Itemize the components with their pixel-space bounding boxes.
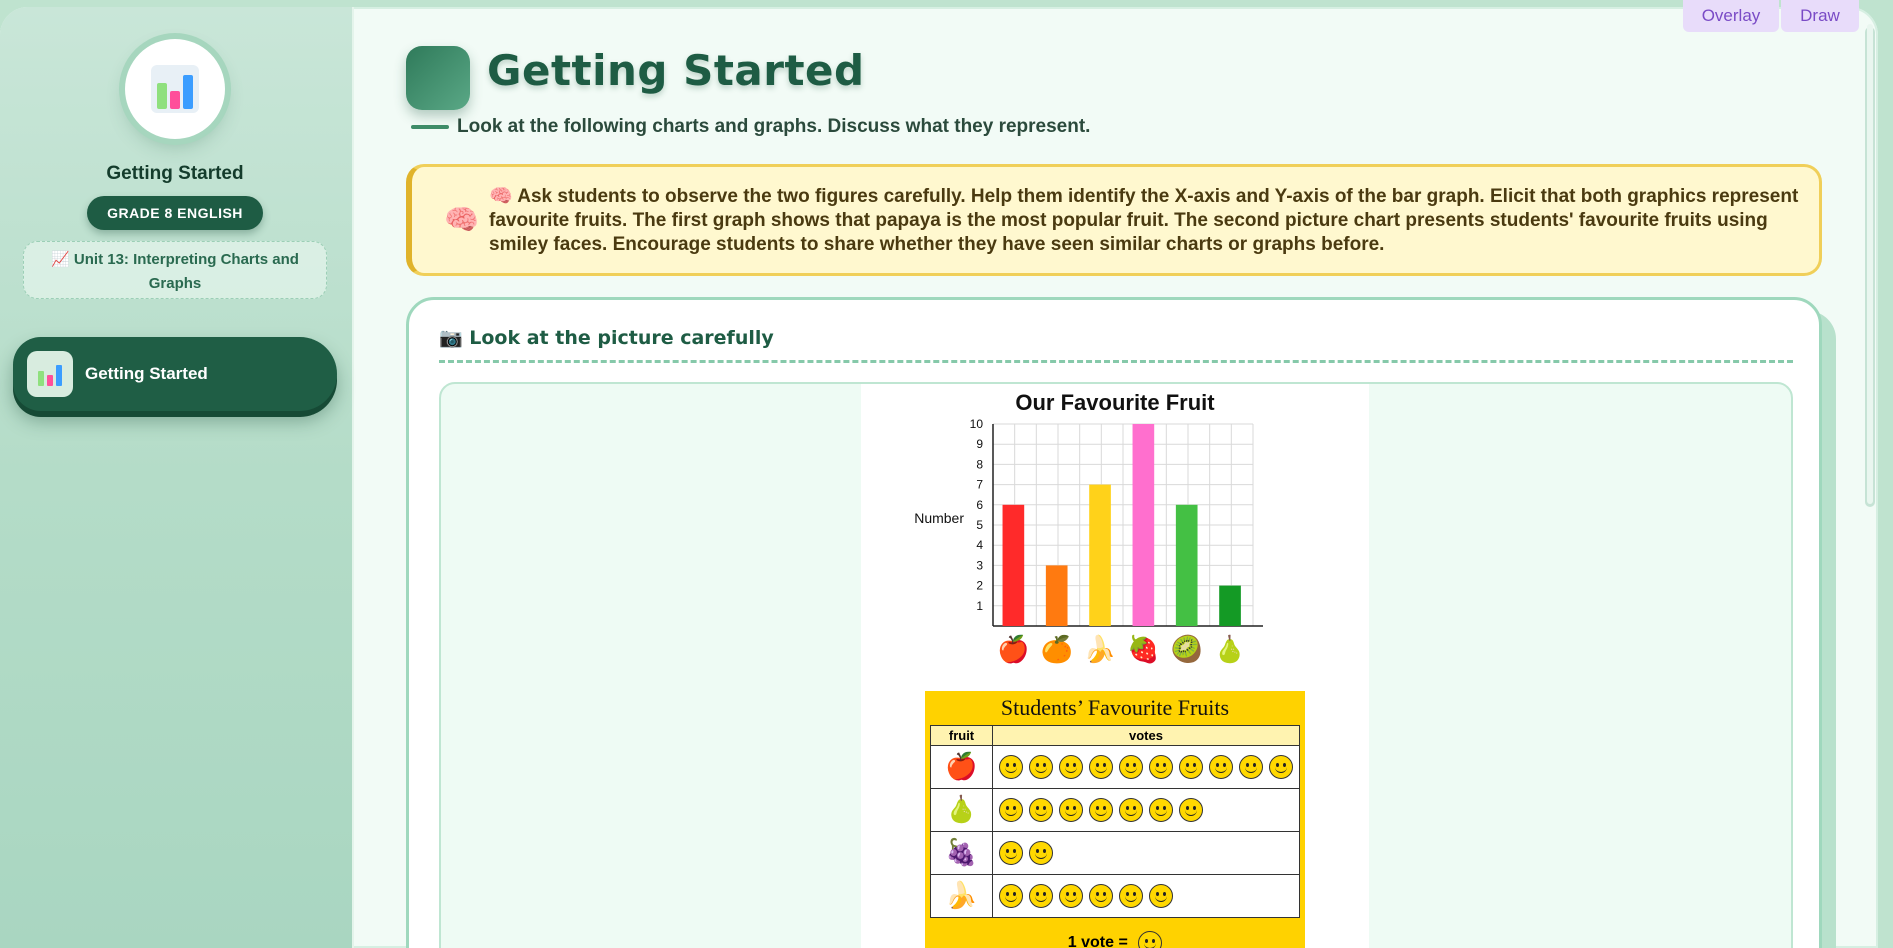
sidebar-item-getting-started[interactable] — [13, 337, 337, 411]
smiley-icon — [1119, 798, 1143, 822]
teacher-note-text — [489, 185, 1809, 257]
vote-key — [925, 931, 1305, 948]
bar-chart — [861, 384, 1369, 684]
smiley-icon — [999, 798, 1023, 822]
y-tick-label: 6 — [976, 497, 983, 512]
smiley-icon — [1179, 798, 1203, 822]
pictograph-title: Students’ Favourite Fruits — [1000, 695, 1230, 720]
votes-cell — [993, 789, 1300, 832]
column-header-votes: votes — [993, 726, 1300, 746]
smiley-icon — [1119, 755, 1143, 779]
smiley-icon — [1119, 884, 1143, 908]
smiley-icon — [999, 884, 1023, 908]
page-icon-badge — [406, 46, 470, 110]
smiley-icon — [1089, 884, 1113, 908]
x-tick-fruit-icon: 🍊 — [1040, 635, 1073, 665]
bar-chart-icon — [27, 351, 73, 397]
unit-label: 📈 Unit 13: Interpreting Charts and Graphs — [23, 241, 327, 299]
fruit-cell: 🍐 — [931, 789, 993, 832]
bar-chart-icon — [147, 61, 203, 117]
y-tick-label: 4 — [976, 538, 983, 553]
draw-button[interactable]: Draw — [1781, 0, 1859, 32]
smiley-icon — [1089, 798, 1113, 822]
teacher-note-body: Ask students to observe the two figures carefully. Help them identify the X-axis and Y-axis of the bar graph. Elicit that both graphics represent favourite fruits. The first graph shows that papaya is the most popular fruit. The second picture chart presents students' favourite fruits using smiley faces. Encourage students to share whether they have seen similar charts or graphs before. — [489, 186, 1799, 255]
smiley-icon — [1029, 798, 1053, 822]
sidebar — [0, 7, 354, 948]
brain-icon: 🧠 — [444, 203, 479, 236]
x-tick-fruit-icon: 🍓 — [1127, 635, 1160, 665]
smiley-icon — [1029, 755, 1053, 779]
vote-key-label: 1 vote = — [1067, 934, 1128, 948]
y-tick-label: 9 — [976, 437, 983, 452]
x-tick-fruit-icon: 🍌 — [1083, 635, 1117, 665]
bar — [1089, 485, 1111, 626]
table-row — [931, 832, 1300, 875]
smiley-icon — [1059, 755, 1083, 779]
smiley-icon — [1179, 755, 1203, 779]
fruit-cell: 🍌 — [931, 875, 993, 918]
smiley-icon — [1239, 755, 1263, 779]
bar — [1003, 505, 1025, 626]
y-tick-label: 7 — [976, 477, 983, 492]
sidebar-item-label: Getting Started — [85, 364, 208, 383]
card-heading: 📷 Look at the picture carefully — [439, 327, 774, 349]
bar — [1133, 424, 1155, 626]
column-header-fruit: fruit — [931, 726, 993, 746]
smiley-icon — [999, 841, 1023, 865]
smiley-icon — [1269, 755, 1293, 779]
smiley-icon — [1089, 755, 1113, 779]
pictograph — [925, 691, 1305, 948]
subtitle-accent-line — [411, 125, 449, 129]
y-tick-label: 2 — [976, 578, 983, 593]
overlay-button[interactable]: Overlay — [1683, 0, 1779, 32]
fruit-cell: 🍎 — [931, 746, 993, 789]
x-tick-fruit-icon: 🍎 — [997, 635, 1030, 665]
smiley-icon — [1149, 884, 1173, 908]
y-axis-label: Number — [914, 510, 964, 526]
smiley-icon — [1209, 755, 1233, 779]
votes-cell — [993, 875, 1300, 918]
smiley-icon — [1149, 755, 1173, 779]
grade-badge: GRADE 8 ENGLISH — [87, 196, 263, 230]
smiley-icon — [999, 755, 1023, 779]
smiley-icon — [1149, 798, 1173, 822]
fruit-cell: 🍇 — [931, 832, 993, 875]
bar — [1219, 586, 1241, 626]
y-tick-label: 10 — [969, 417, 983, 431]
app-logo — [125, 39, 225, 139]
smiley-icon — [1029, 884, 1053, 908]
teacher-note — [406, 164, 1822, 276]
x-tick-fruit-icon: 🍐 — [1213, 635, 1247, 665]
page-title: Getting Started — [487, 46, 865, 95]
votes-cell — [993, 832, 1300, 875]
chart-title: Our Favourite Fruit — [1015, 390, 1215, 415]
y-tick-label: 1 — [976, 598, 983, 613]
pictograph-table — [930, 725, 1300, 918]
y-tick-label: 8 — [976, 457, 983, 472]
smiley-icon — [1059, 798, 1083, 822]
scrollbar-thumb[interactable] — [1867, 24, 1873, 504]
table-row — [931, 746, 1300, 789]
bar — [1176, 505, 1198, 626]
brain-icon-inline: 🧠 — [489, 186, 513, 207]
page-subtitle: Look at the following charts and graphs. Discuss what they represent. — [457, 116, 1091, 137]
table-row — [931, 789, 1300, 832]
table-row — [931, 875, 1300, 918]
smiley-icon — [1059, 884, 1083, 908]
votes-cell — [993, 746, 1300, 789]
y-tick-label: 5 — [976, 518, 983, 532]
smiley-icon — [1138, 931, 1162, 948]
bar — [1046, 565, 1068, 626]
y-tick-label: 3 — [976, 558, 983, 573]
sidebar-title: Getting Started — [106, 163, 244, 184]
smiley-icon — [1029, 841, 1053, 865]
x-tick-fruit-icon: 🥝 — [1170, 635, 1203, 665]
card-divider — [439, 360, 1793, 363]
